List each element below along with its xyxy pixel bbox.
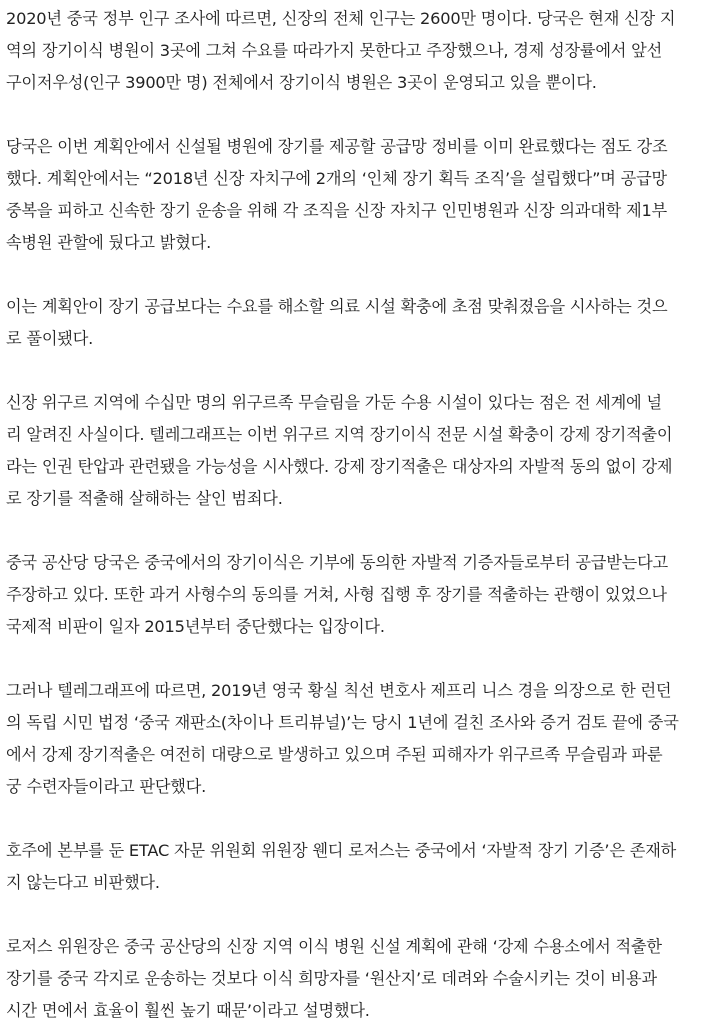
paragraph-line: 시간 면에서 효율이 훨씬 높기 때문’이라고 설명했다. [6, 1001, 370, 1020]
article-paragraph [6, 291, 706, 355]
paragraph-line: 구이저우성(인구 3900만 명) 전체에서 장기이식 병원은 3곳이 운영되고 있을 뿐이다. [6, 73, 597, 92]
paragraph-line: 신장 위구르 지역에 수십만 명의 위구르족 무슬림을 가둔 수용 시설이 있다는 점은 전 세계에 널 [6, 393, 662, 412]
paragraph-line: 속병원 관할에 뒀다고 밝혔다. [6, 233, 212, 252]
paragraph-line: 리 알려진 사실이다. 텔레그래프는 이번 위구르 지역 장기이식 전문 시설 확충이 강제 장기적출이 [6, 425, 673, 444]
article-paragraph [6, 675, 706, 803]
paragraph-line: 주장하고 있다. 또한 과거 사형수의 동의를 거쳐, 사형 집행 후 장기를 적출하는 관행이 있었으나 [6, 585, 667, 604]
paragraph-line: 의 독립 시민 법정 ‘중국 재판소(차이나 트리뷰널)’는 당시 1년에 걸친 조사와 증거 검토 끝에 중국 [6, 713, 679, 732]
article-paragraph [6, 131, 706, 259]
paragraph-line: 에서 강제 장기적출은 여전히 대량으로 발생하고 있으며 주된 피해자가 위구르족 무슬림과 파룬 [6, 745, 663, 764]
article-paragraph [6, 547, 706, 643]
paragraph-line: 2020년 중국 정부 인구 조사에 따르면, 신장의 전체 인구는 2600만 명이다. 당국은 현재 신장 지 [6, 9, 676, 28]
paragraph-line: 호주에 본부를 둔 ETAC 자문 위원회 위원장 웬디 로저스는 중국에서 ‘자발적 장기 기증’은 존재하 [6, 841, 677, 860]
article-paragraph [6, 3, 706, 99]
article-body [6, 3, 706, 1027]
paragraph-line: 당국은 이번 계획안에서 신설될 병원에 장기를 제공할 공급망 정비를 이미 완료했다는 점도 강조 [6, 137, 668, 156]
paragraph-line: 했다. 계획안에서는 “2018년 신장 자치구에 2개의 ‘인체 장기 획득 조직’을 설립했다”며 공급망 [6, 169, 667, 188]
paragraph-line: 라는 인권 탄압과 관련됐을 가능성을 시사했다. 강제 장기적출은 대상자의 자발적 동의 없이 강제 [6, 457, 673, 476]
paragraph-line: 지 않는다고 비판했다. [6, 873, 160, 892]
paragraph-line: 국제적 비판이 일자 2015년부터 중단했다는 입장이다. [6, 617, 385, 636]
paragraph-line: 역의 장기이식 병원이 3곳에 그쳐 수요를 따라가지 못한다고 주장했으나, 경제 성장률에서 앞선 [6, 41, 663, 60]
paragraph-line: 로 풀이됐다. [6, 329, 94, 348]
article-paragraph [6, 387, 706, 515]
paragraph-line: 로저스 위원장은 중국 공산당의 신장 지역 이식 병원 신설 계획에 관해 ‘강제 수용소에서 적출한 [6, 937, 662, 956]
paragraph-line: 그러나 텔레그래프에 따르면, 2019년 영국 황실 칙선 변호사 제프리 니스 경을 의장으로 한 런던 [6, 681, 672, 700]
paragraph-line: 중국 공산당 당국은 중국에서의 장기이식은 기부에 동의한 자발적 기증자들로부터 공급받는다고 [6, 553, 668, 572]
paragraph-line: 이는 계획안이 장기 공급보다는 수요를 해소할 의료 시설 확충에 초점 맞춰졌음을 시사하는 것으 [6, 297, 668, 316]
paragraph-line: 중복을 피하고 신속한 장기 운송을 위해 각 조직을 신장 자치구 인민병원과 신장 의과대학 제1부 [6, 201, 667, 220]
article-paragraph [6, 931, 706, 1027]
paragraph-line: 궁 수련자들이라고 판단했다. [6, 777, 207, 796]
paragraph-line: 장기를 중국 각지로 운송하는 것보다 이식 희망자를 ‘원산지’로 데려와 수술시키는 것이 비용과 [6, 969, 657, 988]
article-paragraph [6, 835, 706, 899]
paragraph-line: 로 장기를 적출해 살해하는 살인 범죄다. [6, 489, 283, 508]
